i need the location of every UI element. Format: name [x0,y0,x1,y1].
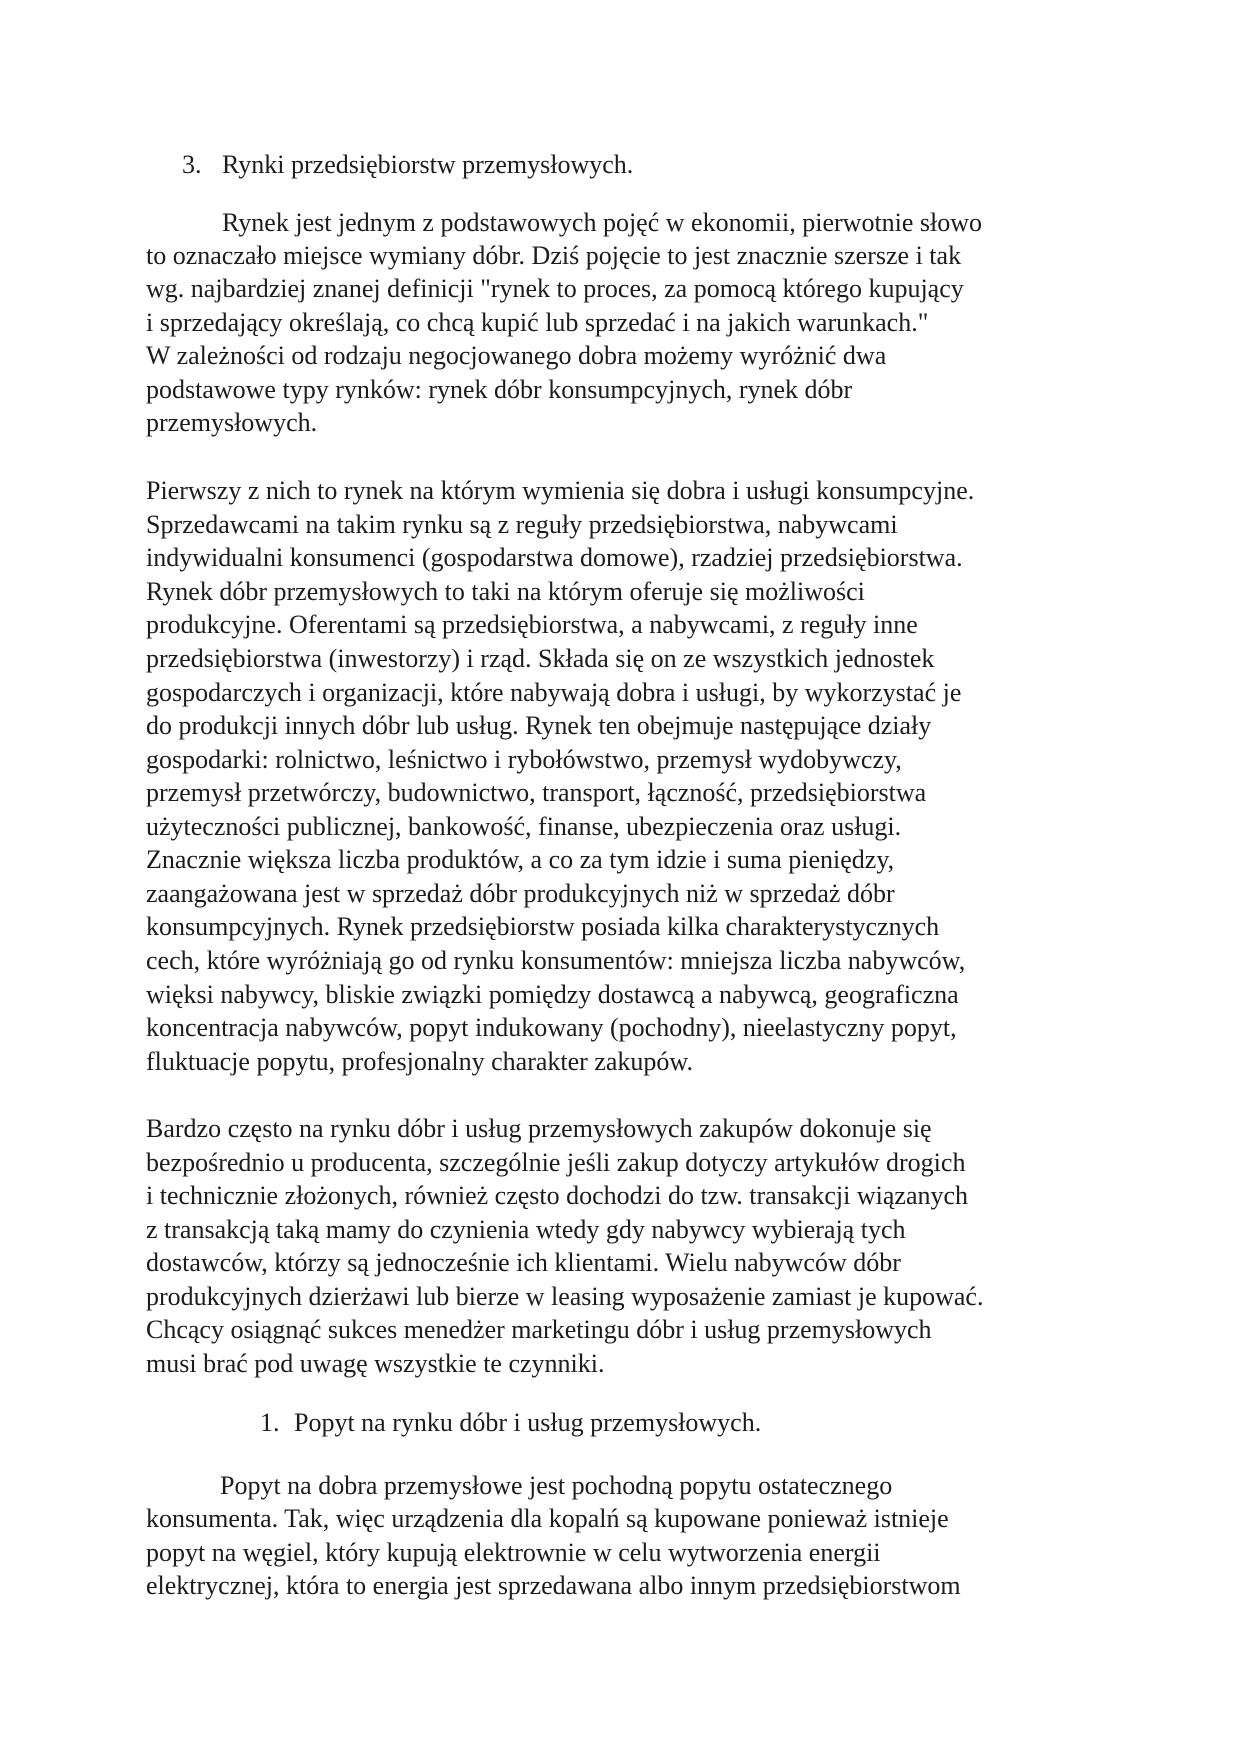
paragraph-line: i technicznie złożonych, również często dochodzi do tzw. transakcji wiązanych [146,1181,969,1210]
section-heading [182,148,633,182]
paragraph-line: podstawowe typy rynków: rynek dóbr konsumpcyjnych, rynek dóbr [146,375,853,404]
paragraph-line: cech, które wyróżniają go od rynku konsumentów: mniejsza liczba nabywców, [146,946,966,975]
paragraph-line: popyt na węgiel, który kupują elektrownie w celu wytworzenia energii [146,1538,881,1567]
paragraph-line: wg. najbardziej znanej definicji "rynek to proces, za pomocą którego kupujący [146,274,964,303]
paragraph-line: Chcący osiągnąć sukces menedżer marketingu dóbr i usług przemysłowych [146,1315,932,1344]
subsection-heading [260,1406,761,1440]
paragraph-line: gospodarczych i organizacji, które nabywają dobra i usługi, by wykorzystać je [146,678,962,707]
paragraph-line: i sprzedający określają, co chcą kupić lub sprzedać i na jakich warunkach." [146,308,929,337]
paragraph-line: Pierwszy z nich to rynek na którym wymienia się dobra i usługi konsumpcyjne. [146,476,975,505]
paragraph-line: koncentracja nabywców, popyt indukowany (pochodny), nieelastyczny popyt, [146,1013,957,1042]
paragraph-line: to oznaczało miejsce wymiany dóbr. Dziś pojęcie to jest znacznie szersze i tak [146,241,962,270]
paragraph-line: zaangażowana jest w sprzedaż dóbr produkcyjnych niż w sprzedaż dóbr [146,879,895,908]
paragraph-line: przemysłowych. [146,408,318,437]
paragraph-line: gospodarki: rolnictwo, leśnictwo i rybołówstwo, przemysł wydobywczy, [146,745,902,774]
section-title: Rynki przedsiębiorstw przemysłowych. [222,150,634,179]
paragraph-line: więksi nabywcy, bliskie związki pomiędzy dostawcą a nabywcą, geograficzna [146,980,959,1009]
paragraph-line: konsumpcyjnych. Rynek przedsiębiorstw posiada kilka charakterystycznych [146,912,940,941]
paragraph-line: produkcyjne. Oferentami są przedsiębiorstwa, a nabywcami, z reguły inne [146,610,918,639]
paragraph-line: Popyt na dobra przemysłowe jest pochodną popytu ostatecznego [220,1471,893,1500]
section-number: 3. [182,150,202,179]
paragraph-line: musi brać pod uwagę wszystkie te czynniki. [146,1349,605,1378]
paragraph-line: z transakcją taką mamy do czynienia wtedy gdy nabywcy wybierają tych [146,1215,906,1244]
paragraph-line: Bardzo często na rynku dóbr i usług przemysłowych zakupów dokonuje się [146,1114,932,1143]
paragraph-line: indywidualni konsumenci (gospodarstwa domowe), rzadziej przedsiębiorstwa. [146,543,963,572]
paragraph-line: Sprzedawcami na takim rynku są z reguły przedsiębiorstwa, nabywcami [146,510,898,539]
subsection-title: Popyt na rynku dóbr i usług przemysłowych. [294,1408,762,1437]
paragraph-line: Rynek dóbr przemysłowych to taki na którym oferuje się możliwości [146,577,865,606]
subsection-number: 1. [260,1408,280,1437]
paragraph-line: Rynek jest jednym z podstawowych pojęć w ekonomii, pierwotnie słowo [222,208,983,237]
paragraph-line: przedsiębiorstwa (inwestorzy) i rząd. Składa się on ze wszystkich jednostek [146,644,935,673]
paragraph-line: przemysł przetwórczy, budownictwo, transport, łączność, przedsiębiorstwa [146,778,927,807]
paragraph-line: do produkcji innych dóbr lub usług. Rynek ten obejmuje następujące działy [146,711,932,740]
paragraph-line: W zależności od rodzaju negocjowanego dobra możemy wyróżnić dwa [146,341,887,370]
paragraph-line: bezpośrednio u producenta, szczególnie jeśli zakup dotyczy artykułów drogich [146,1148,966,1177]
paragraph-line: elektrycznej, która to energia jest sprzedawana albo innym przedsiębiorstwom [146,1571,961,1600]
paragraph-line: użyteczności publicznej, bankowość, finanse, ubezpieczenia oraz usługi. [146,812,902,841]
paragraph-line: konsumenta. Tak, więc urządzenia dla kopalń są kupowane ponieważ istnieje [146,1504,949,1533]
paragraph-line: fluktuacje popytu, profesjonalny charakter zakupów. [146,1047,694,1076]
paragraph-line: dostawców, którzy są jednocześnie ich klientami. Wielu nabywców dóbr [146,1248,901,1277]
paragraph-line: produkcyjnych dzierżawi lub bierze w leasing wyposażenie zamiast je kupować. [146,1282,984,1311]
paragraph-line: Znacznie większa liczba produktów, a co za tym idzie i suma pieniędzy, [146,845,895,874]
